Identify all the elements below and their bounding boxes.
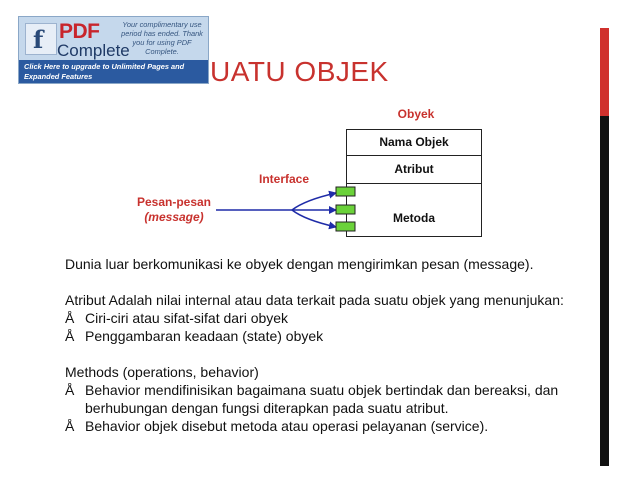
slide-body [65, 255, 585, 435]
bullet-mark: Å [65, 310, 75, 326]
banner-brand: PDF [59, 20, 100, 43]
upgrade-link[interactable]: Click Here to upgrade to Unlimited Pages and Expanded Features [19, 60, 208, 84]
object-attribute-row: Atribut [347, 155, 481, 184]
object-method-row: Metoda [393, 211, 435, 225]
interface-connector [336, 205, 355, 214]
slide-title: UATU OBJEK [210, 56, 389, 87]
pdf-complete-logo-icon: f [25, 23, 57, 55]
obyek-label: Obyek [397, 107, 435, 121]
list-item: Å Penggambaran keadaan (state) obyek [65, 328, 324, 344]
list-item: Å Behavior mendifinisikan bagaimana suatu objek bertindak dan bereaksi, dan berhubungan dengan fungsi diterapkan pada suatu atribut. [65, 382, 559, 416]
banner-notice: Your complimentary use period has ended. Thank you for using PDF Complete. [121, 20, 203, 56]
interface-connector [336, 187, 355, 196]
atribut-intro: Atribut Adalah nilai internal atau data terkait pada suatu objek yang menunjukan: [65, 292, 564, 308]
object-name-row: Nama Objek [347, 130, 481, 156]
list-item: Å Ciri-ciri atau sifat-sifat dari obyek [65, 310, 289, 326]
bullet-mark: Å [65, 418, 75, 434]
body-line-intro: Dunia luar berkomunikasi ke obyek dengan mengirimkan pesan (message). [65, 256, 534, 272]
pesan-text: Pesan-pesan [136, 195, 212, 209]
list-item: Å Behavior objek disebut metoda atau operasi pelayanan (service). [65, 418, 489, 434]
bullet-mark: Å [65, 382, 75, 398]
interface-label: Interface [259, 172, 310, 186]
message-text: (message) [144, 210, 204, 224]
methods-intro: Methods (operations, behavior) [65, 364, 259, 380]
bullet-mark: Å [65, 328, 75, 344]
interface-connector [336, 222, 355, 231]
banner-product: Complete [57, 41, 130, 60]
